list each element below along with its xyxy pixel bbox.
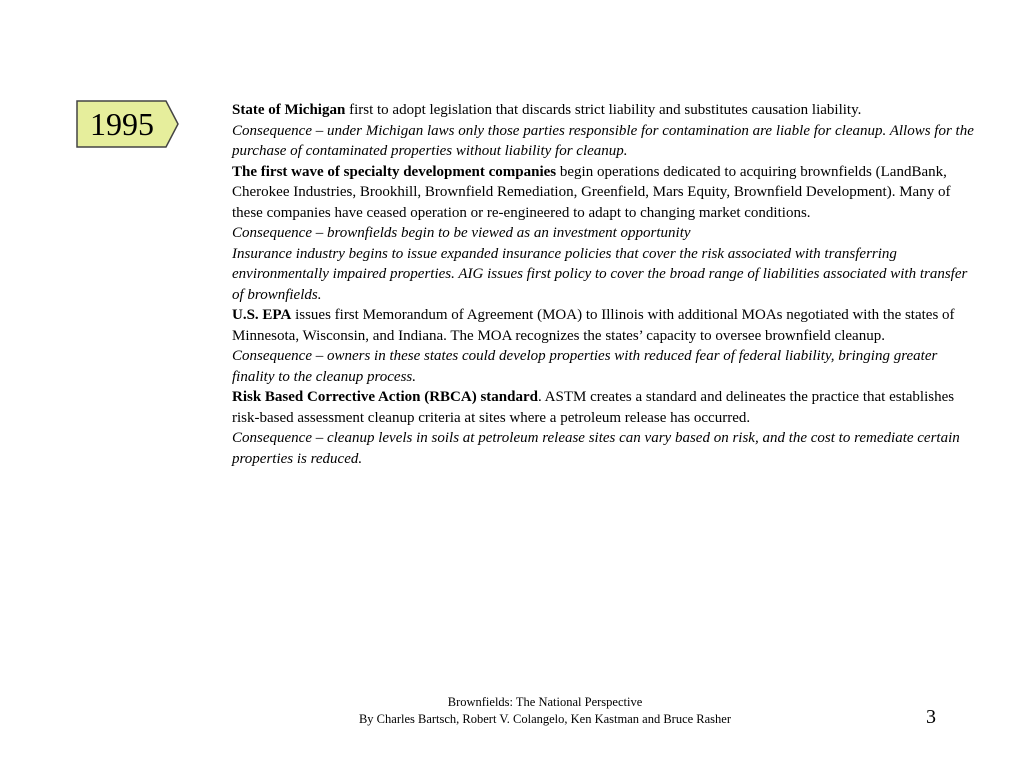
consequence-epa: Consequence – owners in these states could develop properties with reduced fear of federal liability, bringing greater finality to the cleanup process. — [232, 348, 938, 385]
entry-michigan-text: first to adopt legislation that discards strict liability and substitutes causation liability. — [345, 102, 862, 118]
footer-title: Brownfields: The National Perspective — [447, 695, 643, 709]
entry-epa-text: issues first Memorandum of Agreement (MOA) to Illinois with additional MOAs negotiated with the states of Minnesota, Wisconsin, and Indiana. The MOA recognizes the states’ capacity to oversee brownfield cleanup. — [232, 307, 955, 344]
year-label: 1995 — [90, 106, 154, 142]
footer-authors: By Charles Bartsch, Robert V. Colangelo, Ken Kastman and Bruce Rasher — [358, 712, 732, 726]
entry-specialty-companies-title: The first wave of specialty development companies — [232, 163, 557, 180]
entry-insurance: Insurance industry begins to issue expanded insurance policies that cover the risk associated with transferring environmentally impaired properties. AIG issues first policy to cover the broad range of liabilities associated with transfer of brownfields. — [232, 245, 968, 303]
entry-rbca — [232, 387, 982, 428]
entry-rbca-title: Risk Based Corrective Action (RBCA) standard — [232, 389, 538, 405]
page-number: 3 — [926, 706, 936, 728]
entry-rbca-text: . ASTM creates a standard and delineates the practice that establishes risk-based assessment cleanup criteria at sites where a petroleum release has occurred. — [232, 389, 955, 426]
year-badge — [76, 100, 180, 148]
entry-michigan-title: State of Michigan — [232, 102, 346, 118]
entry-epa-title: U.S. EPA — [232, 307, 292, 323]
entry-specialty-companies — [232, 162, 982, 224]
consequence-rbca: Consequence – cleanup levels in soils at petroleum release sites can vary based on risk, and the cost to remediate certain properties is reduced. — [232, 430, 960, 467]
consequence-michigan: Consequence – under Michigan laws only those parties responsible for contamination are liable for cleanup. Allows for the purchase of contaminated properties without liability for cleanup. — [232, 122, 974, 159]
entry-michigan — [232, 100, 982, 121]
consequence-investment: Consequence – brownfields begin to be viewed as an investment opportunity — [232, 225, 691, 241]
footer — [300, 694, 790, 728]
timeline-content — [232, 100, 982, 469]
entry-epa — [232, 305, 982, 346]
entry-specialty-companies-text: begin operations dedicated to acquiring brownfields (LandBank, Cherokee Industries, Brookhill, Brownfield Remediation, Greenfield, Mars Equity, Brownfield Development). Many of these companies have ceased operation or re-engineered to adapt to changing market conditions. — [232, 163, 951, 221]
